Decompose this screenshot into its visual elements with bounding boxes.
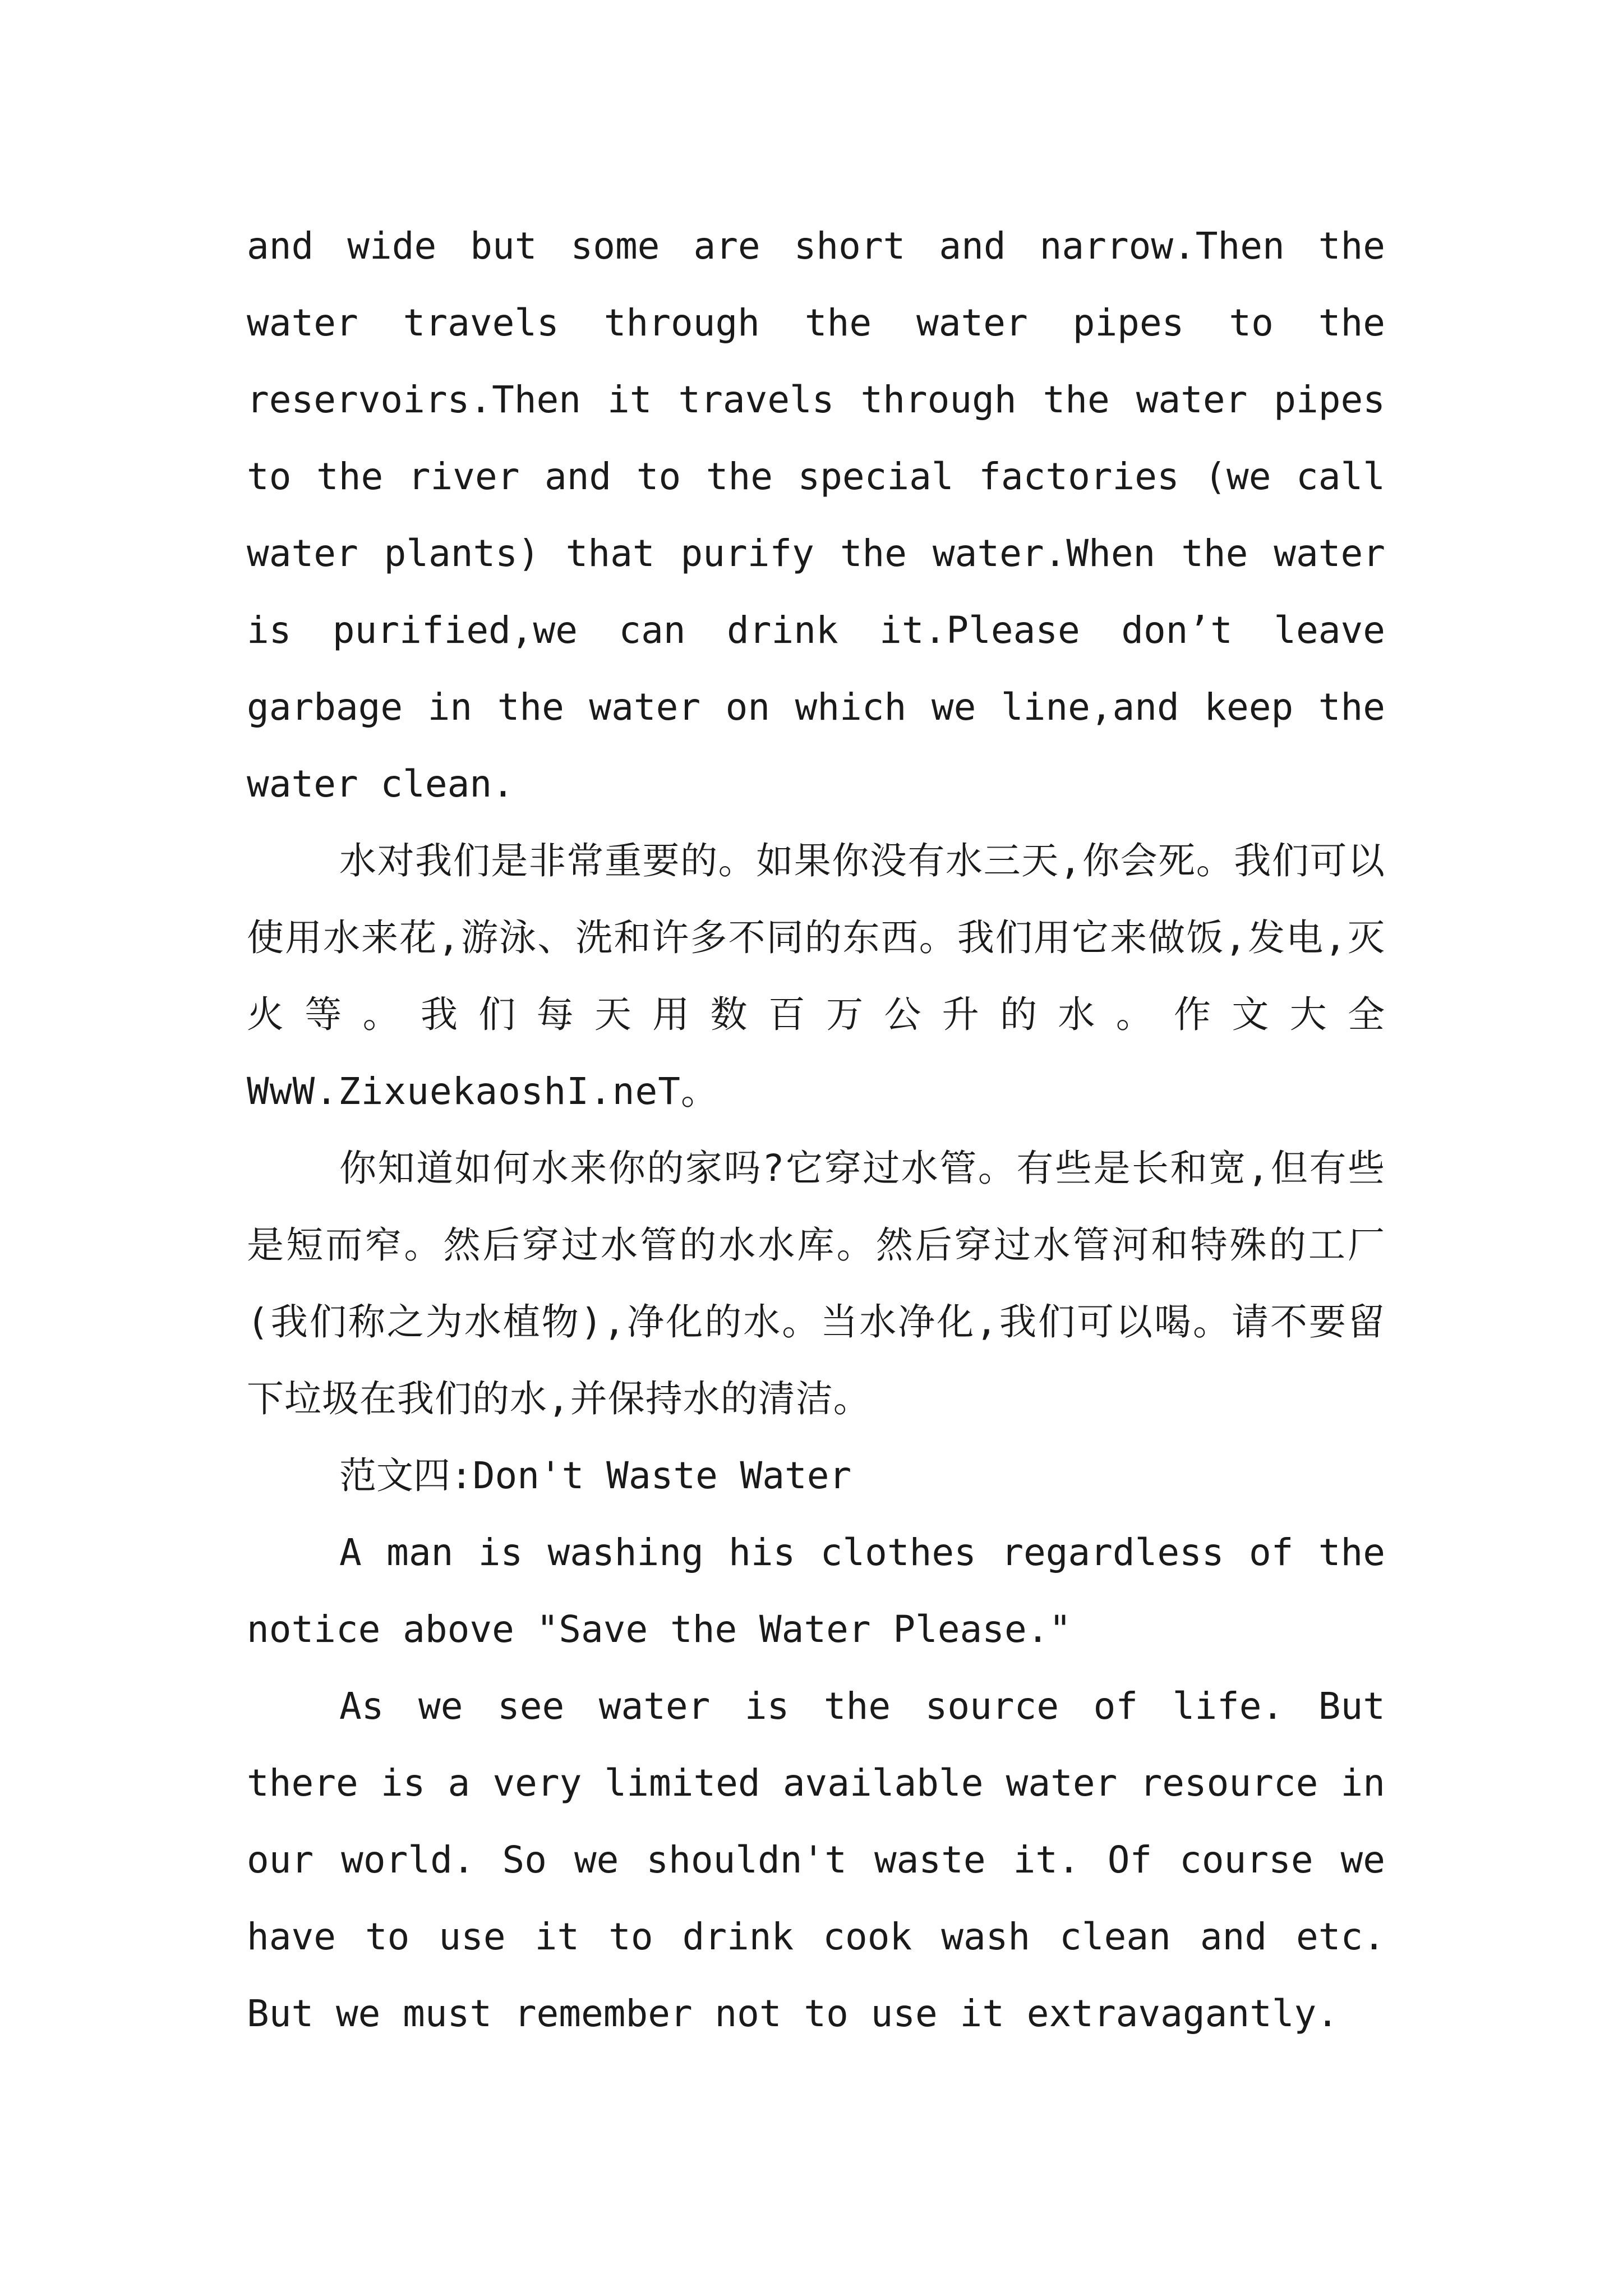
paragraph-chinese-pipes: 你知道如何水来你的家吗?它穿过水管。有些是长和宽,但有些是短而窄。然后穿过水管的水水库。然后穿过水管河和特殊的工厂(我们称之为水植物),净化的水。当水净化,我们可以喝。请不要留下垃圾在我们的水,并保持水的清洁。: [247, 1147, 1385, 1420]
document-page: [247, 208, 1385, 2052]
paragraph-source-of-life: As we see water is the source of life. But there is a very limited available water resource in our world. So we shouldn't waste it. Of course we have to use it to drink cook wash clean and etc. But we must remember not to use it extravagantly.: [247, 1685, 1385, 2035]
paragraph-chinese-importance: 水对我们是非常重要的。如果你没有水三天,你会死。我们可以使用水来花,游泳、洗和许多不同的东西。我们用它来做饭,发电,灭火等。我们每天用数百万公升的水。作文大全 WwW.ZixuekaoshI.neT。: [247, 839, 1385, 1113]
paragraph-man-washing: A man is washing his clothes regardless of the notice above "Save the Water Please.": [247, 1531, 1385, 1651]
paragraph-english-continuation: and wide but some are short and narrow.Then the water travels through the water pipes to the reservoirs.Then it travels through the water pipes to the river and to the special factories (we call water plants) that purify the water.When the water is purified,we can drink it.Please don’t leave garbage in the water on which we line,and keep the water clean.: [247, 224, 1385, 806]
section-heading: 范文四:Don't Waste Water: [339, 1454, 852, 1497]
